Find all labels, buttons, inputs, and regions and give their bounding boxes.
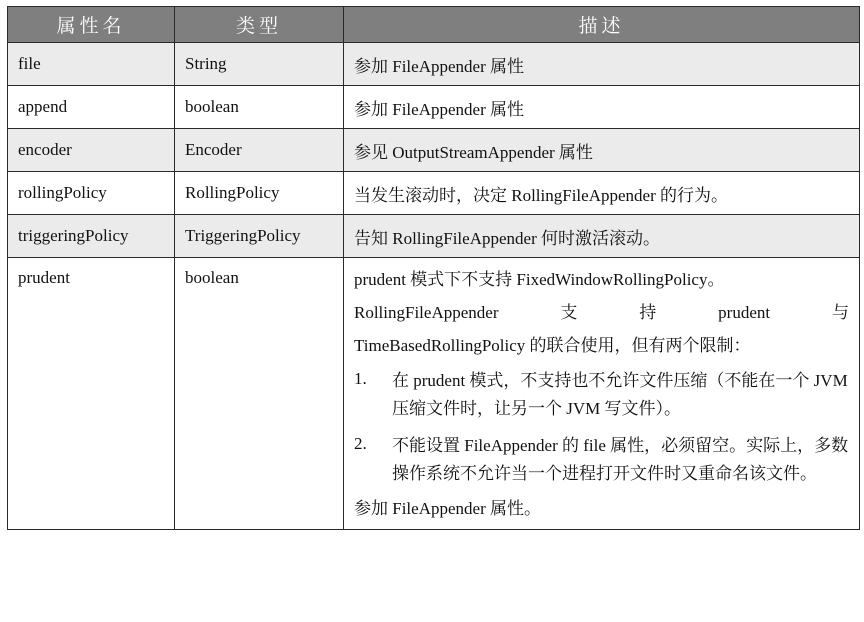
- property-name: rollingPolicy: [8, 172, 175, 215]
- list-item: [354, 432, 849, 488]
- table-row: [8, 215, 860, 258]
- property-name: file: [8, 43, 175, 86]
- property-type: Encoder: [175, 129, 344, 172]
- header-desc: 描述: [344, 7, 860, 43]
- property-name: prudent: [8, 258, 175, 530]
- property-type: RollingPolicy: [175, 172, 344, 215]
- property-name: triggeringPolicy: [8, 215, 175, 258]
- list-number: 2.: [354, 434, 367, 453]
- prudent-support-line-2: TimeBasedRollingPolicy 的联合使用，但有两个限制：: [354, 336, 751, 355]
- property-name: append: [8, 86, 175, 129]
- properties-table: [7, 6, 860, 530]
- table-row: [8, 129, 860, 172]
- list-text: 不能设置 FileAppender 的 file 属性，必须留空。实际上，多数操作系统不允许当一个进程打开文件时又重命名该文件。: [392, 436, 849, 483]
- property-description: 参加 FileAppender 属性: [344, 86, 860, 129]
- table-row: [8, 43, 860, 86]
- property-description: 告知 RollingFileAppender 何时激活滚动。: [344, 215, 860, 258]
- list-item: [354, 367, 849, 423]
- table-row: [8, 172, 860, 215]
- prudent-footer-note: 参加 FileAppender 属性。: [354, 499, 541, 518]
- property-description: [344, 258, 860, 530]
- property-description: 参加 FileAppender 属性: [344, 43, 860, 86]
- list-number: 1.: [354, 369, 367, 388]
- prudent-support-line: [354, 301, 849, 325]
- property-description: 当发生滚动时，决定 RollingFileAppender 的行为。: [344, 172, 860, 215]
- property-description: 参见 OutputStreamAppender 属性: [344, 129, 860, 172]
- word: prudent: [718, 303, 771, 322]
- header-row: [8, 7, 860, 43]
- table-row-prudent: [8, 258, 860, 530]
- list-text: 在 prudent 模式，不支持也不允许文件压缩（不能在一个 JVM 压缩文件时，让另一个 JVM 写文件）。: [392, 371, 848, 418]
- prudent-note: prudent 模式下不支持 FixedWindowRollingPolicy。: [354, 270, 725, 289]
- header-type: 类型: [175, 7, 344, 43]
- property-type: TriggeringPolicy: [175, 215, 344, 258]
- header-name: 属性名: [8, 7, 175, 43]
- property-name: encoder: [8, 129, 175, 172]
- word: 与: [831, 303, 849, 322]
- property-type: boolean: [175, 86, 344, 129]
- word: 持: [639, 303, 657, 322]
- word: 支: [560, 303, 578, 322]
- property-type: boolean: [175, 258, 344, 530]
- property-type: String: [175, 43, 344, 86]
- table-row: [8, 86, 860, 129]
- word: RollingFileAppender: [354, 303, 499, 322]
